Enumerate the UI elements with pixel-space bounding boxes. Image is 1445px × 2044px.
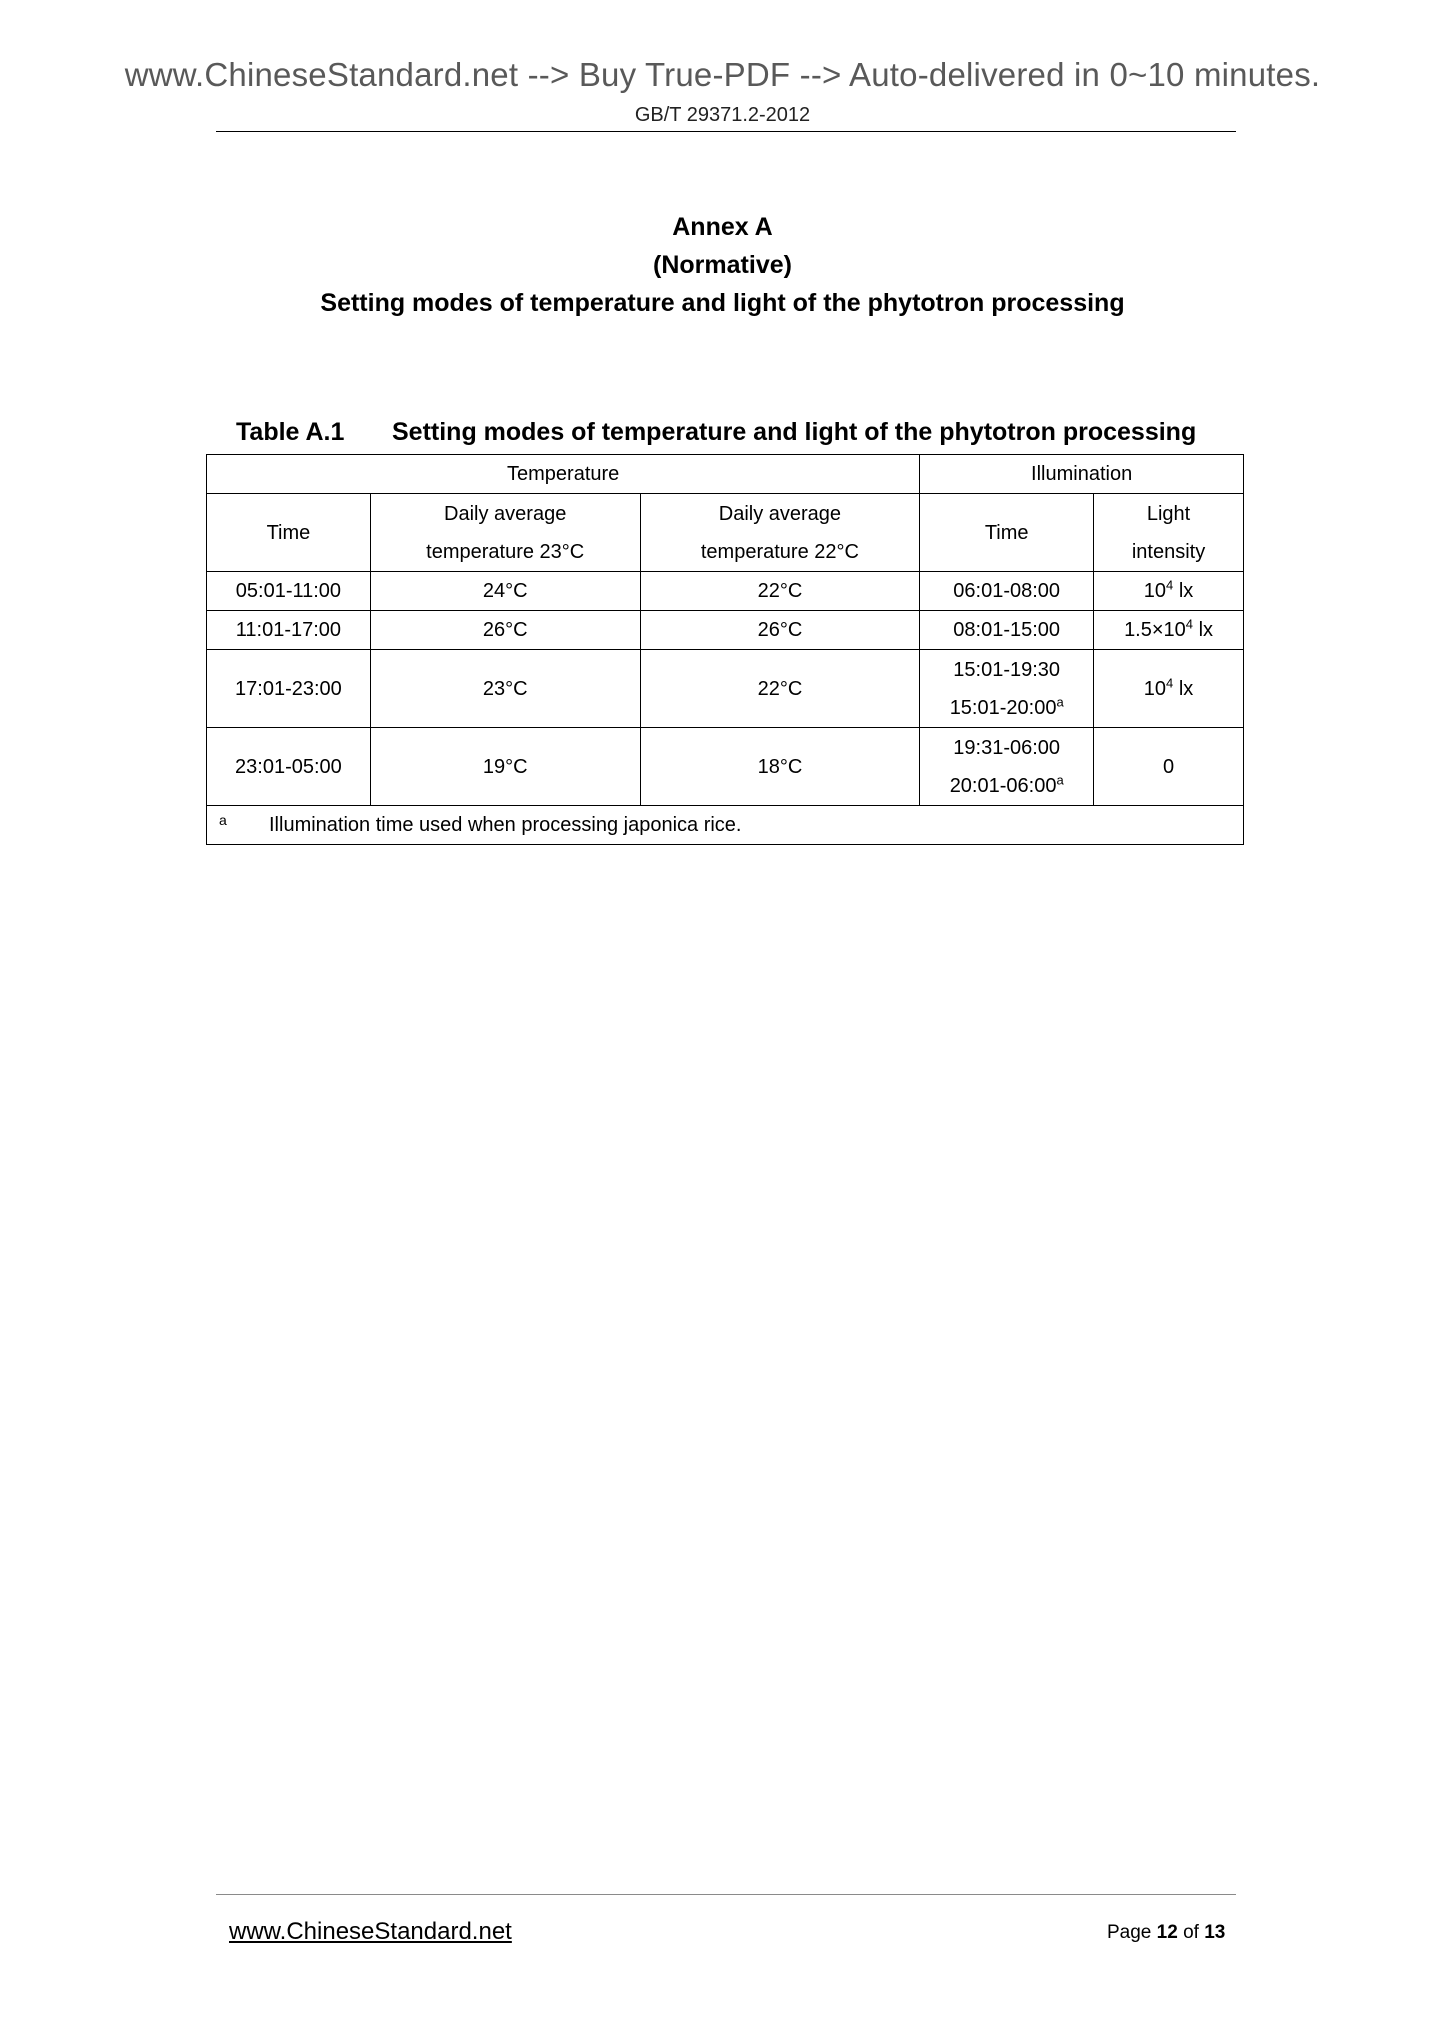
light-unit: lx: [1173, 677, 1194, 700]
cell-temp-23: 23°C: [370, 650, 640, 728]
light-exponent: 4: [1166, 577, 1174, 593]
cell-light: 0: [1094, 728, 1244, 806]
table-row: [207, 728, 1244, 806]
header-light-line1: Light: [1146, 502, 1191, 525]
header-temperature: Temperature: [207, 455, 920, 494]
light-base: 10: [1143, 677, 1167, 700]
annex-status: (Normative): [653, 251, 792, 279]
cell-illum-time: [920, 650, 1094, 728]
header-light-intensity: [1094, 494, 1244, 572]
light-exponent: 4: [1185, 616, 1194, 632]
cell-temp-22: 26°C: [640, 611, 920, 650]
illum-time-line2: [920, 767, 1093, 805]
table-caption-text: Setting modes of temperature and light of the phytotron processing: [392, 418, 1197, 446]
table-number: Table A.1: [236, 418, 345, 446]
footnote-mark: a: [219, 812, 227, 828]
cell-light: [1094, 650, 1244, 728]
cell-light: [1094, 572, 1244, 611]
illum-time-line2: [920, 689, 1093, 727]
annex-title: Annex A: [672, 213, 773, 241]
cell-temp-22: 22°C: [640, 650, 920, 728]
header-illumination: Illumination: [920, 455, 1244, 494]
table-row: [207, 572, 1244, 611]
header-daily-avg-23: [370, 494, 640, 572]
illum-time-japonica: 15:01-20:00: [949, 696, 1057, 719]
table-row: [207, 611, 1244, 650]
light-exponent: 4: [1166, 674, 1174, 690]
footnote-text: Illumination time used when processing japonica rice.: [269, 814, 742, 836]
footer-divider: [216, 1894, 1236, 1895]
light-unit: lx: [1173, 580, 1194, 602]
annex-subtitle: Setting modes of temperature and light of the phytotron processing: [320, 289, 1125, 317]
footnote-ref: a: [1056, 693, 1064, 709]
table-caption: [236, 418, 1196, 447]
settings-table: [206, 454, 1244, 845]
header-daily-avg-22-line1: Daily average: [718, 502, 842, 525]
page-current: 12: [1156, 1922, 1178, 1943]
illum-time-japonica: 20:01-06:00: [949, 774, 1057, 797]
table-row: [207, 650, 1244, 728]
header-illum-time: Time: [920, 494, 1094, 572]
table-footnote-row: [207, 806, 1244, 845]
cell-time: 23:01-05:00: [207, 728, 371, 806]
page-of: of: [1183, 1922, 1199, 1943]
table-footnote: [207, 806, 1244, 845]
cell-time: 17:01-23:00: [207, 650, 371, 728]
light-unit: lx: [1193, 619, 1214, 641]
header-daily-avg-23-line1: Daily average: [444, 502, 567, 525]
footer-site-link[interactable]: www.ChineseStandard.net: [229, 1918, 512, 1945]
header-divider: [216, 131, 1236, 132]
cell-time: 05:01-11:00: [207, 572, 371, 611]
page-number: [1107, 1922, 1225, 1944]
cell-temp-23: 24°C: [370, 572, 640, 611]
header-daily-avg-22-line2: temperature 22°C: [700, 540, 859, 563]
page-label: Page: [1107, 1922, 1152, 1943]
cell-illum-time: [920, 728, 1094, 806]
cell-light: [1094, 611, 1244, 650]
header-daily-avg-23-line2: temperature 23°C: [426, 540, 585, 563]
footnote-ref: a: [1056, 771, 1064, 787]
light-base: 10: [1143, 580, 1167, 602]
cell-illum-time: 08:01-15:00: [920, 611, 1094, 650]
header-banner[interactable]: www.ChineseStandard.net --> Buy True-PDF --> Auto-delivered in 0~10 minutes.: [124, 56, 1321, 93]
annex-heading: [0, 208, 1445, 322]
cell-temp-22: 18°C: [640, 728, 920, 806]
standard-code: GB/T 29371.2-2012: [634, 104, 811, 126]
illum-time-line1: 15:01-19:30: [953, 658, 1061, 681]
table-group-header-row: [207, 455, 1244, 494]
header-daily-avg-22: [640, 494, 920, 572]
header-light-line2: intensity: [1131, 540, 1206, 563]
light-base: 1.5×10: [1124, 619, 1186, 641]
cell-illum-time: 06:01-08:00: [920, 572, 1094, 611]
cell-temp-23: 19°C: [370, 728, 640, 806]
cell-time: 11:01-17:00: [207, 611, 371, 650]
header-time: Time: [207, 494, 371, 572]
cell-temp-22: 22°C: [640, 572, 920, 611]
table-column-header-row: [207, 494, 1244, 572]
illum-time-line1: 19:31-06:00: [953, 736, 1061, 759]
page-total: 13: [1204, 1922, 1226, 1943]
cell-temp-23: 26°C: [370, 611, 640, 650]
